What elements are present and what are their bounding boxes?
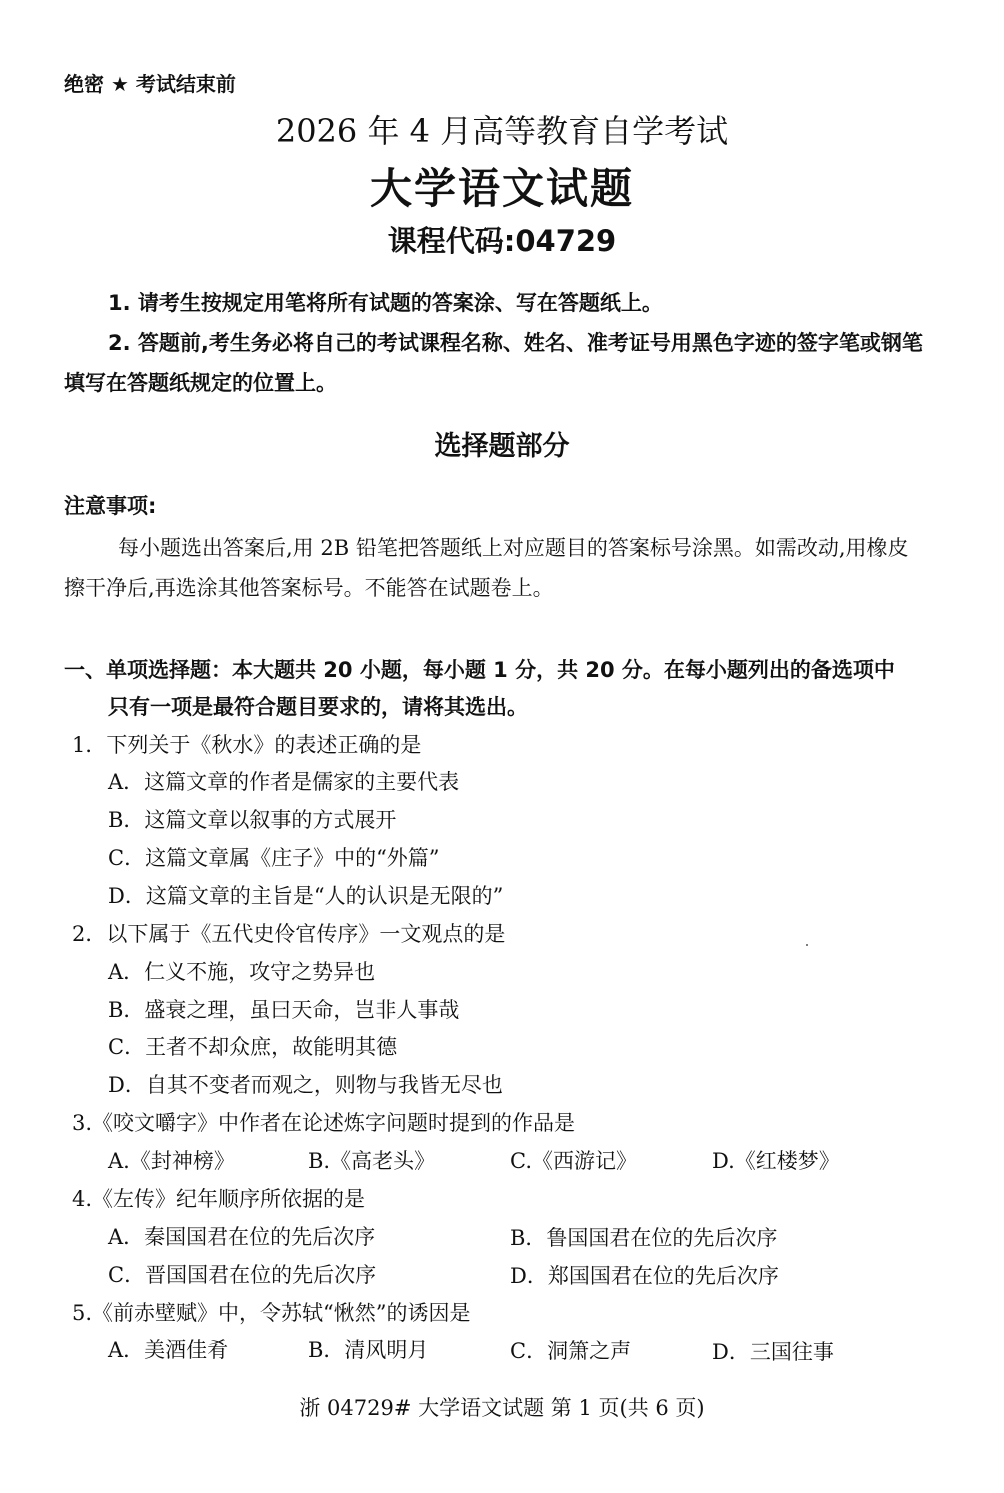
question-3-option-b: B.《高老头》 (308, 1149, 436, 1173)
instruction-2-continued: 填写在答题纸规定的位置上。 (64, 371, 337, 395)
paper-title: 大学语文试题 (369, 164, 634, 213)
question-5-option-c: C．洞箫之声 (510, 1339, 632, 1363)
notice-line-2: 擦干净后,再选涂其他答案标号。不能答在试题卷上。 (64, 576, 554, 600)
page-footer: 浙 04729# 大学语文试题 第 1 页(共 6 页) (299, 1396, 705, 1420)
question-3-option-d: D.《红楼梦》 (712, 1149, 840, 1173)
part1-heading-line-2: 只有一项是最符合题目要求的，请将其选出。 (108, 695, 528, 719)
question-1-option-b: B．这篇文章以叙事的方式展开 (108, 808, 397, 832)
question-4-option-b: B．鲁国国君在位的先后次序 (510, 1226, 778, 1250)
question-3-stem: 3.《咬文嚼字》中作者在论述炼字问题时提到的作品是 (72, 1111, 576, 1135)
section-title: 选择题部分 (434, 431, 570, 462)
exam-title: 2026 年 4 月高等教育自学考试 (275, 112, 729, 150)
part1-heading-line-1: 一、单项选择题：本大题共 20 小题，每小题 1 分，共 20 分。在每小题列出的备选项中 (64, 658, 895, 682)
scan-speck (806, 944, 808, 946)
instruction-1: 1. 请考生按规定用笔将所有试题的答案涂、写在答题纸上。 (108, 291, 663, 315)
question-4-stem: 4.《左传》纪年顺序所依据的是 (72, 1187, 366, 1211)
question-1-option-c: C．这篇文章属《庄子》中的“外篇” (108, 846, 440, 870)
question-2-option-a: A．仁义不施，攻守之势异也 (108, 960, 376, 984)
notice-line-1: 每小题选出答案后,用 2B 铅笔把答题纸上对应题目的答案标号涂黑。如需改动,用橡皮 (118, 536, 909, 560)
question-4-option-a: A．秦国国君在位的先后次序 (108, 1225, 376, 1249)
question-1-option-a: A．这篇文章的作者是儒家的主要代表 (108, 770, 460, 794)
question-3-option-a: A.《封神榜》 (108, 1149, 235, 1173)
question-1-option-d: D．这篇文章的主旨是“人的认识是无限的” (108, 884, 504, 908)
question-5-option-d: D．三国往事 (712, 1340, 834, 1364)
question-5-option-b: B．清风明月 (308, 1338, 429, 1362)
question-3-option-c: C.《西游记》 (510, 1149, 637, 1173)
question-4-option-c: C．晋国国君在位的先后次序 (108, 1263, 377, 1287)
question-2-option-d: D．自其不变者而观之，则物与我皆无尽也 (108, 1073, 503, 1097)
confidential-label: 绝密 ★ 考试结束前 (64, 72, 236, 96)
question-2-option-c: C．王者不却众庶，故能明其德 (108, 1035, 398, 1059)
question-4-option-d: D．郑国国君在位的先后次序 (510, 1264, 779, 1288)
course-code: 课程代码:04729 (387, 224, 617, 258)
question-2-stem: 2．以下属于《五代史伶官传序》一文观点的是 (72, 922, 506, 946)
instruction-2: 2. 答题前,考生务必将自己的考试课程名称、姓名、准考证号用黑色字迹的签字笔或钢笔 (108, 331, 923, 355)
question-2-option-b: B．盛衰之理，虽曰天命，岂非人事哉 (108, 998, 460, 1022)
notice-heading: 注意事项: (64, 494, 157, 518)
question-5-stem: 5.《前赤壁赋》中，令苏轼“愀然”的诱因是 (72, 1301, 471, 1325)
question-5-option-a: A．美酒佳肴 (108, 1338, 229, 1362)
question-1-stem: 1．下列关于《秋水》的表述正确的是 (72, 733, 422, 757)
